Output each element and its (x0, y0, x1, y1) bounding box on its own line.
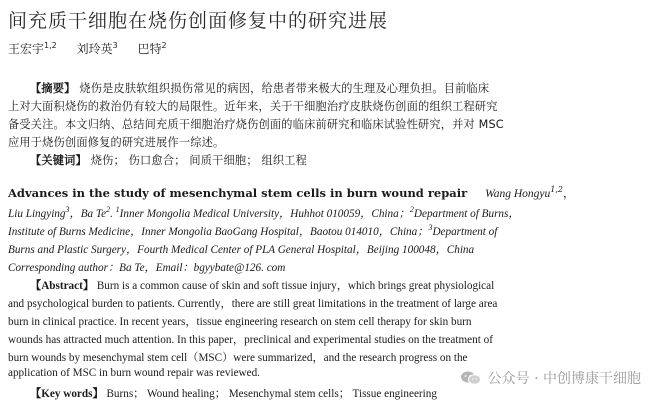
affil-2-start: Department of Burns， (413, 208, 520, 220)
en-author-1: Wang Hongyu (485, 188, 551, 200)
abstract-en-line-4: wounds has attracted much attention. In this paper，preclinical and experimental studies on the treatment of (8, 334, 493, 346)
en-author-2-affil: 3 (65, 205, 70, 214)
abstract-en-line-6: application of MSC in burn wound repair was reviewed. (8, 367, 260, 379)
abstract-cn-line-1 (30, 80, 647, 98)
watermark-text: 公众号 · 中创博康干细胞 (487, 371, 641, 387)
paper-title: 间充质干细胞在烧伤创面修复中的研究进展 (8, 10, 389, 32)
author-3-affil: 2 (161, 41, 167, 50)
affil-2-rest: Institute of Burns Medicine，Inner Mongolia BaoGang Hospital，Baotou 014010，China； (8, 226, 429, 238)
keyword-cn-4: 组织工程 (261, 154, 308, 167)
author-3: 巴特 (137, 42, 162, 56)
keyword-en-1: Burns； (106, 388, 145, 400)
en-author-3: ，Ba Te (69, 208, 107, 220)
affil-3-start: Department of (432, 226, 498, 238)
abstract-cn-line-3: 备受关注。本文归纳、总结间充质干细胞治疗烧伤创面的临床前研究和临床试验性研究，并对 MSC (8, 118, 504, 131)
en-authors-line-2: Liu Lingying$^3$，Ba Te$^2$. $^1$Inner Mongolia Medical University，Huhhot 010059，China；$^2$Department of Burns， (8, 205, 520, 220)
en-title: Advances in the study of mesenchymal stem cells in burn wound repair (8, 186, 468, 200)
author-1-affil: 1,2 (44, 41, 57, 50)
wechat-icon (460, 370, 482, 386)
keyword-en-4: Tissue engineering (352, 388, 437, 400)
en-author-3-affil: 2 (106, 205, 111, 214)
abstract-en-line-3: burn in clinical practice. In recent years，tissue engineering research on stem cell therapy for skin burn (8, 316, 472, 328)
author-2: 刘玲英 (76, 42, 113, 56)
en-affil-line-4: Burns and Plastic Surgery，Fourth Medical Center of PLA General Hospital，Beijing 100048，China (8, 244, 475, 256)
keyword-cn-1: 烧伤； (90, 154, 125, 167)
abstract-en-tag: 【Abstract】 (30, 280, 95, 292)
keyword-en-3: Mesenchymal stem cells； (228, 388, 350, 400)
abstract-en-text-1: Burn is a common cause of skin and soft tissue injury，which brings great physiological (96, 280, 495, 292)
abstract-en-line-1 (30, 277, 647, 293)
keyword-en-2: Wound healing； (146, 388, 226, 400)
affil-2-num: 2 (409, 205, 414, 214)
author-2-affil: 3 (112, 41, 118, 50)
en-affil-line-3 (8, 223, 647, 239)
affil-1-num: 1 (115, 205, 120, 214)
keywords-cn (30, 152, 647, 170)
abstract-cn-line-2: 上对大面积烧伤的救治仍有较大的局限性。近年来，关于干细胞治疗皮肤烧伤创面的组织工程研究 (8, 100, 498, 113)
abstract-en-line-2: and psychological burden to patients. Currently，there are still great limitations in the treatment of large area (8, 298, 498, 310)
en-author-2: Liu Lingying (8, 208, 66, 220)
author-1: 王宏宇 (8, 42, 45, 56)
en-title-line (8, 185, 647, 201)
keyword-cn-2: 伤口愈合； (128, 154, 186, 167)
abstract-cn-text-1: 烧伤是皮肤软组织损伤常见的病因，给患者带来极大的生理及心理负担。目前临床 (79, 82, 490, 95)
keywords-cn-tag: 【关键词】 (30, 154, 87, 167)
keywords-en-tag: 【Key words】 (30, 388, 104, 400)
corresponding-author: Corresponding author：Ba Te，Email：bgyybate@126. com (8, 262, 286, 274)
abstract-cn-tag: 【摘要】 (30, 82, 76, 95)
abstract-en-line-5: burn wounds by mesenchymal stem cell（MSC）were summarized，and the research progress on the (8, 352, 468, 364)
en-author-1-affil: 1,2 (550, 185, 563, 194)
en-author-sep: ， (562, 186, 575, 200)
watermark (456, 366, 645, 390)
affil-3-num: 3 (428, 223, 433, 232)
abstract-cn-line-4: 应用于烧伤创面修复的研究进展作一综述。 (8, 136, 225, 149)
authors-cn (8, 40, 647, 57)
keyword-cn-3: 间质干细胞； (189, 154, 258, 167)
affil-1: Inner Mongolia Medical University，Huhhot 010059，China； (119, 208, 410, 220)
